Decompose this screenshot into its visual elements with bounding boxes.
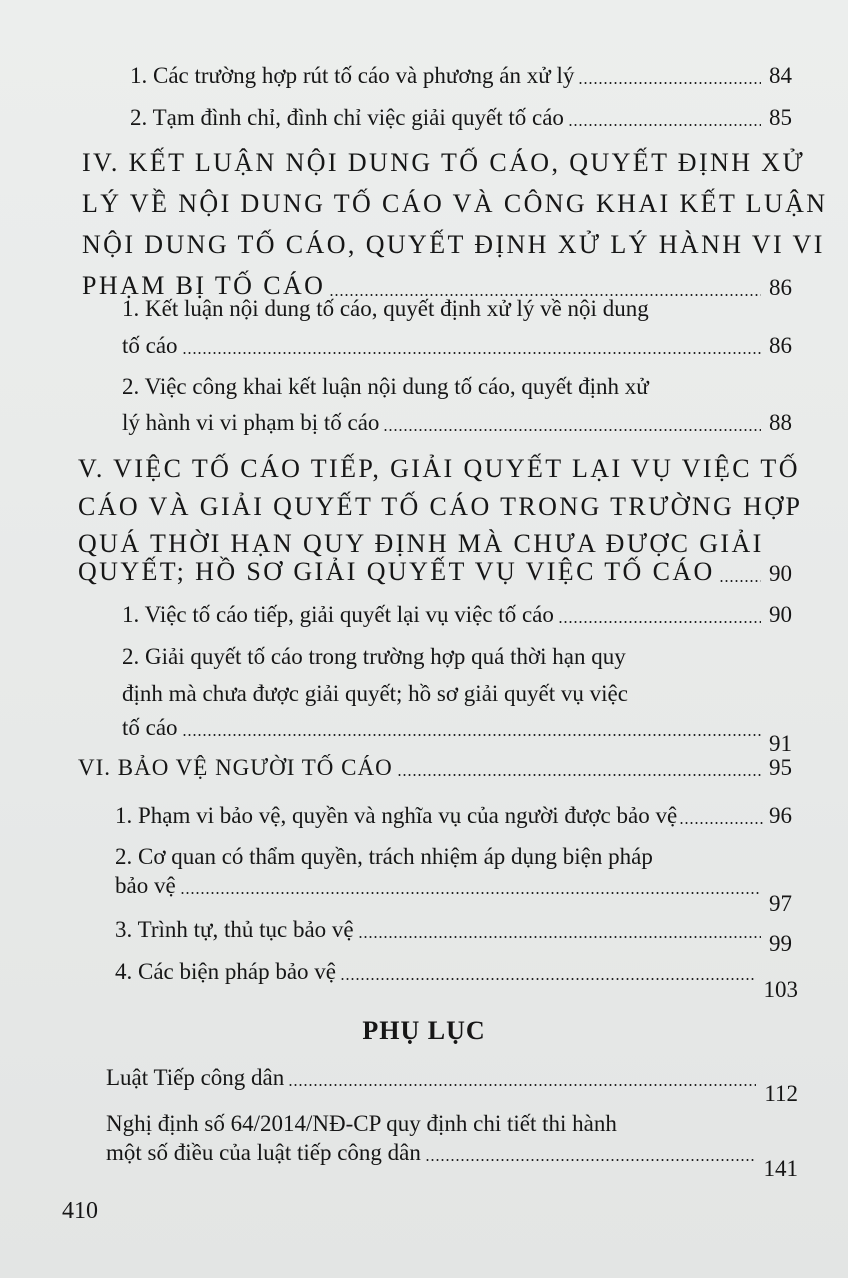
toc-page-number: 99: [769, 931, 792, 956]
toc-page-number: 112: [764, 1081, 798, 1106]
toc-page-number: 91: [769, 731, 792, 756]
toc-entry-text: một số điều của luật tiếp công dân: [106, 1140, 421, 1165]
section-heading-line: IV. KẾT LUẬN NỘI DUNG TỐ CÁO, QUYẾT ĐỊNH XỬ: [82, 148, 806, 177]
section-heading-line: NỘI DUNG TỐ CÁO, QUYẾT ĐỊNH XỬ LÝ HÀNH VI VI: [82, 230, 825, 259]
toc-entry-text: lý hành vi vi phạm bị tố cáo: [122, 410, 380, 435]
toc-entry-line: Nghị định số 64/2014/NĐ-CP quy định chi tiết thi hành: [106, 1111, 617, 1136]
section-heading-line: V. VIỆC TỐ CÁO TIẾP, GIẢI QUYẾT LẠI VỤ VIỆC TỐ: [78, 454, 800, 483]
toc-page-number: 96: [769, 803, 792, 828]
dot-leader: [397, 774, 761, 776]
toc-entry: [106, 1140, 798, 1181]
appendix-title: PHỤ LỤC: [362, 1016, 486, 1045]
toc-page-number: 103: [763, 977, 798, 1002]
section-heading-text: PHẠM BỊ TỐ CÁO: [82, 271, 326, 300]
toc-page-number: 88: [769, 410, 792, 435]
toc-entry: [130, 106, 792, 129]
section-heading-line: LÝ VỀ NỘI DUNG TỐ CÁO VÀ CÔNG KHAI KẾT LUẬN: [82, 189, 828, 218]
toc-entry-text: tố cáo: [122, 715, 178, 740]
toc-entry: [115, 959, 798, 1002]
toc-entry-text: 1. Việc tố cáo tiếp, giải quyết lại vụ việc tố cáo: [122, 602, 554, 627]
toc-page-number: 141: [763, 1156, 798, 1181]
toc-page-number: 97: [769, 891, 792, 916]
toc-entry-text: tố cáo: [122, 333, 178, 358]
toc-entry-text: bảo vệ: [115, 873, 176, 898]
dot-leader: [679, 822, 765, 824]
section-heading: [78, 559, 792, 585]
toc-page-number: 84: [769, 63, 792, 88]
toc-entry-text: Luật Tiếp công dân: [106, 1065, 285, 1090]
toc-entry-text: 1. Các trường hợp rút tố cáo và phương án xử lý: [130, 63, 575, 88]
dot-leader: [719, 580, 761, 582]
toc-page-number: 86: [769, 333, 792, 358]
toc-entry-line: 2. Cơ quan có thẩm quyền, trách nhiệm áp dụng biện pháp: [115, 844, 653, 869]
toc-page-number: 86: [769, 275, 792, 300]
toc-entry: [122, 715, 792, 756]
toc-entry: [106, 1065, 798, 1106]
toc-page-number: 90: [769, 602, 792, 627]
toc-entry: [115, 804, 792, 827]
toc-entry: [122, 334, 792, 357]
toc-entry-text: 1. Phạm vi bảo vệ, quyền và nghĩa vụ của người được bảo vệ: [115, 803, 678, 828]
toc-entry-line: 1. Kết luận nội dung tố cáo, quyết định xử lý về nội dung: [122, 296, 649, 321]
toc-entry: [78, 756, 792, 779]
toc-entry: [115, 917, 792, 956]
section-heading-line: QUÁ THỜI HẠN QUY ĐỊNH MÀ CHƯA ĐƯỢC GIẢI: [78, 529, 764, 558]
dot-leader: [578, 82, 761, 84]
dot-leader: [288, 1084, 756, 1086]
page-number: 410: [62, 1198, 98, 1224]
dot-leader: [568, 124, 761, 126]
dot-leader: [182, 734, 761, 736]
toc-entry: [122, 411, 792, 434]
toc-entry-text: 4. Các biện pháp bảo vệ: [115, 959, 336, 984]
toc-page-number: 90: [769, 561, 792, 586]
dot-leader: [340, 978, 756, 980]
dot-leader: [383, 429, 761, 431]
toc-entry-text: VI. BẢO VỆ NGƯỜI TỐ CÁO: [78, 755, 393, 780]
dot-leader: [425, 1159, 756, 1161]
dot-leader: [182, 352, 761, 354]
toc-entry: [115, 873, 792, 916]
dot-leader: [558, 621, 761, 623]
toc-entry-text: 2. Tạm đình chỉ, đình chỉ việc giải quyết tố cáo: [130, 105, 564, 130]
toc-page-number: 95: [769, 755, 792, 780]
toc-entry: [130, 64, 792, 87]
toc-entry-line: 2. Giải quyết tố cáo trong trường hợp quá thời hạn quy: [122, 644, 626, 669]
toc-page-number: 85: [769, 105, 792, 130]
toc-entry-line: 2. Việc công khai kết luận nội dung tố cáo, quyết định xử: [122, 374, 649, 399]
toc-entry-line: định mà chưa được giải quyết; hồ sơ giải quyết vụ việc: [122, 681, 628, 706]
toc-entry-text: 3. Trình tự, thủ tục bảo vệ: [115, 917, 354, 942]
toc-entry: [122, 603, 792, 626]
section-heading-text: QUYẾT; HỒ SƠ GIẢI QUYẾT VỤ VIỆC TỐ CÁO: [78, 557, 715, 586]
dot-leader: [180, 892, 761, 894]
dot-leader: [358, 936, 761, 938]
section-heading-line: CÁO VÀ GIẢI QUYẾT TỐ CÁO TRONG TRƯỜNG HỢP: [78, 492, 803, 521]
